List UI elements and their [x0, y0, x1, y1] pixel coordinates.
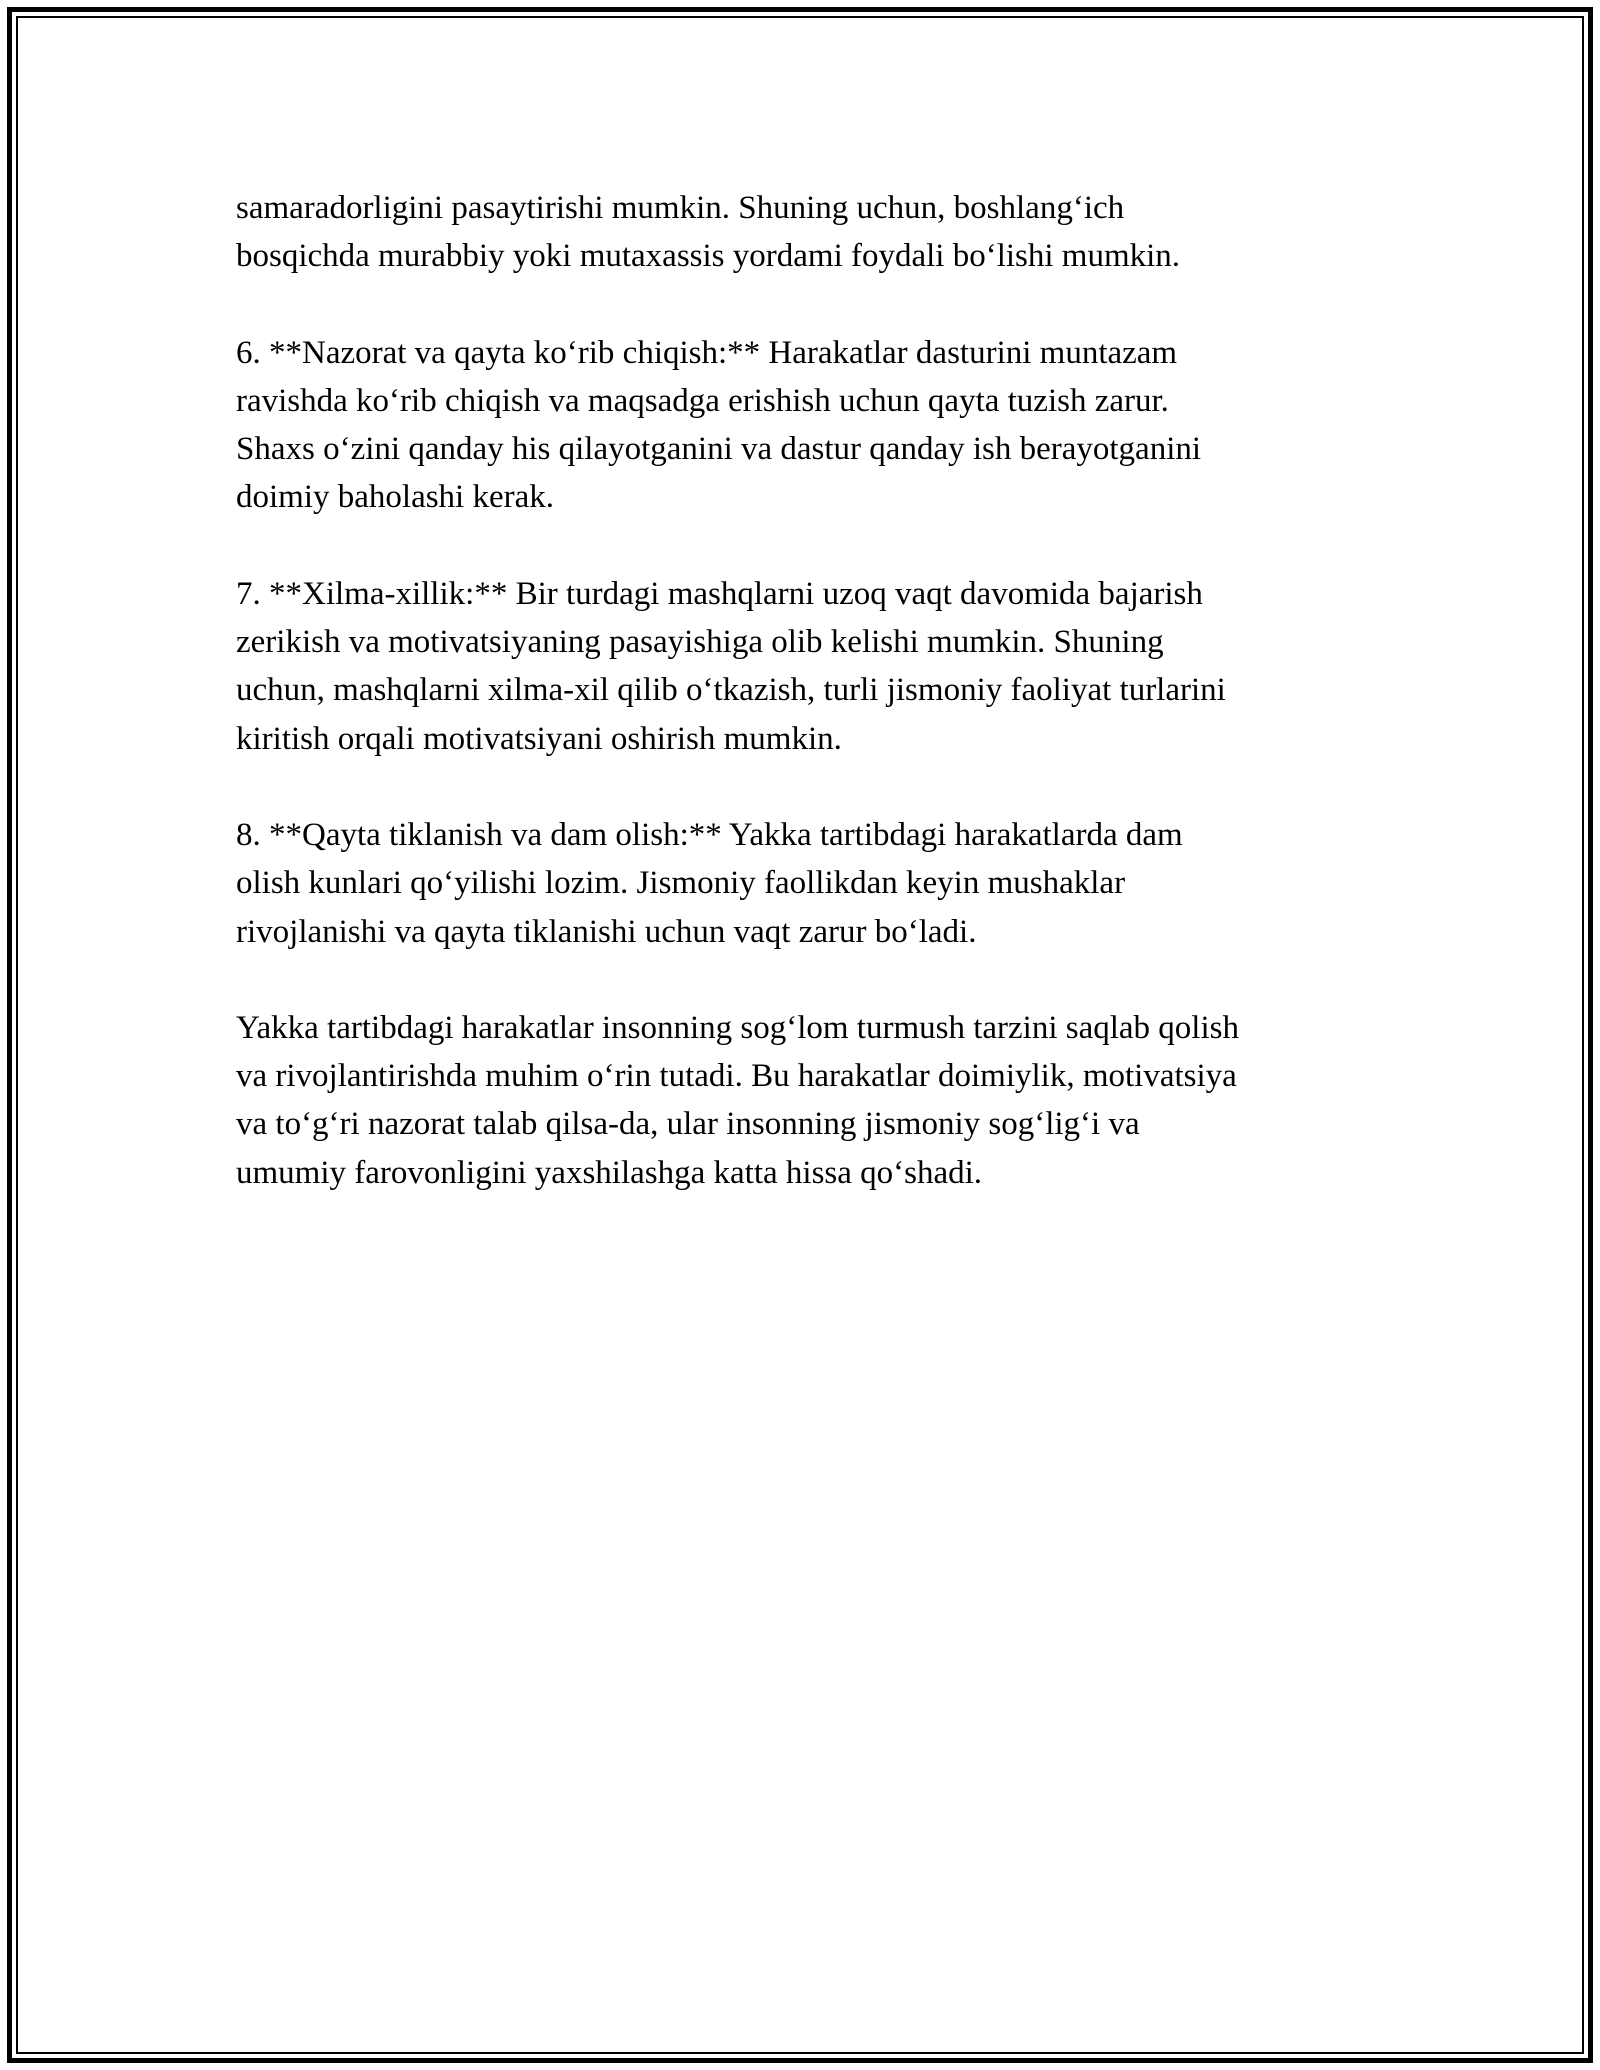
- paragraph-item-7-variety: 7. **Xilma-xillik:** Bir turdagi mashqlarni uzoq vaqt davomida bajarish zerikish va motivatsiyaning pasayishiga olib kelishi mumkin. Shuning uchun, mashqlarni xilma-xil qilib o‘tkazish, turli jismoniy faoliyat turlarini kiritish orqali motivatsiyani oshirish mumkin.: [236, 575, 1226, 757]
- document-body: [236, 184, 1376, 1245]
- paragraph-item-6-monitoring: 6. **Nazorat va qayta ko‘rib chiqish:** Harakatlar dasturini muntazam ravishda ko‘rib chiqish va maqsadga erishish uchun qayta tuzish zarur. Shaxs o‘zini qanday his qilayotganini va dastur qanday ish berayotganini doimiy baholashi kerak.: [236, 334, 1202, 516]
- paragraph-continuation: samaradorligini pasaytirishi mumkin. Shuning uchun, boshlang‘ich bosqichda murabbiy yoki mutaxassis yordami foydali bo‘lishi mumkin.: [236, 190, 1181, 275]
- paragraph-item-8-recovery: 8. **Qayta tiklanish va dam olish:** Yakka tartibdagi harakatlarda dam olish kunlari qo‘yilishi lozim. Jismoniy faollikdan keyin mushaklar rivojlanishi va qayta tiklanishi uchun vaqt zarur bo‘ladi.: [236, 816, 1183, 950]
- paragraph-conclusion: Yakka tartibdagi harakatlar insonning sog‘lom turmush tarzini saqlab qolish va rivojlantirishda muhim o‘rin tutadi. Bu harakatlar doimiylik, motivatsiya va to‘g‘ri nazorat talab qilsa-da, ular insonning jismoniy sog‘lig‘i va umumiy farovonligini yaxshilashga katta hissa qo‘shadi.: [236, 1009, 1239, 1191]
